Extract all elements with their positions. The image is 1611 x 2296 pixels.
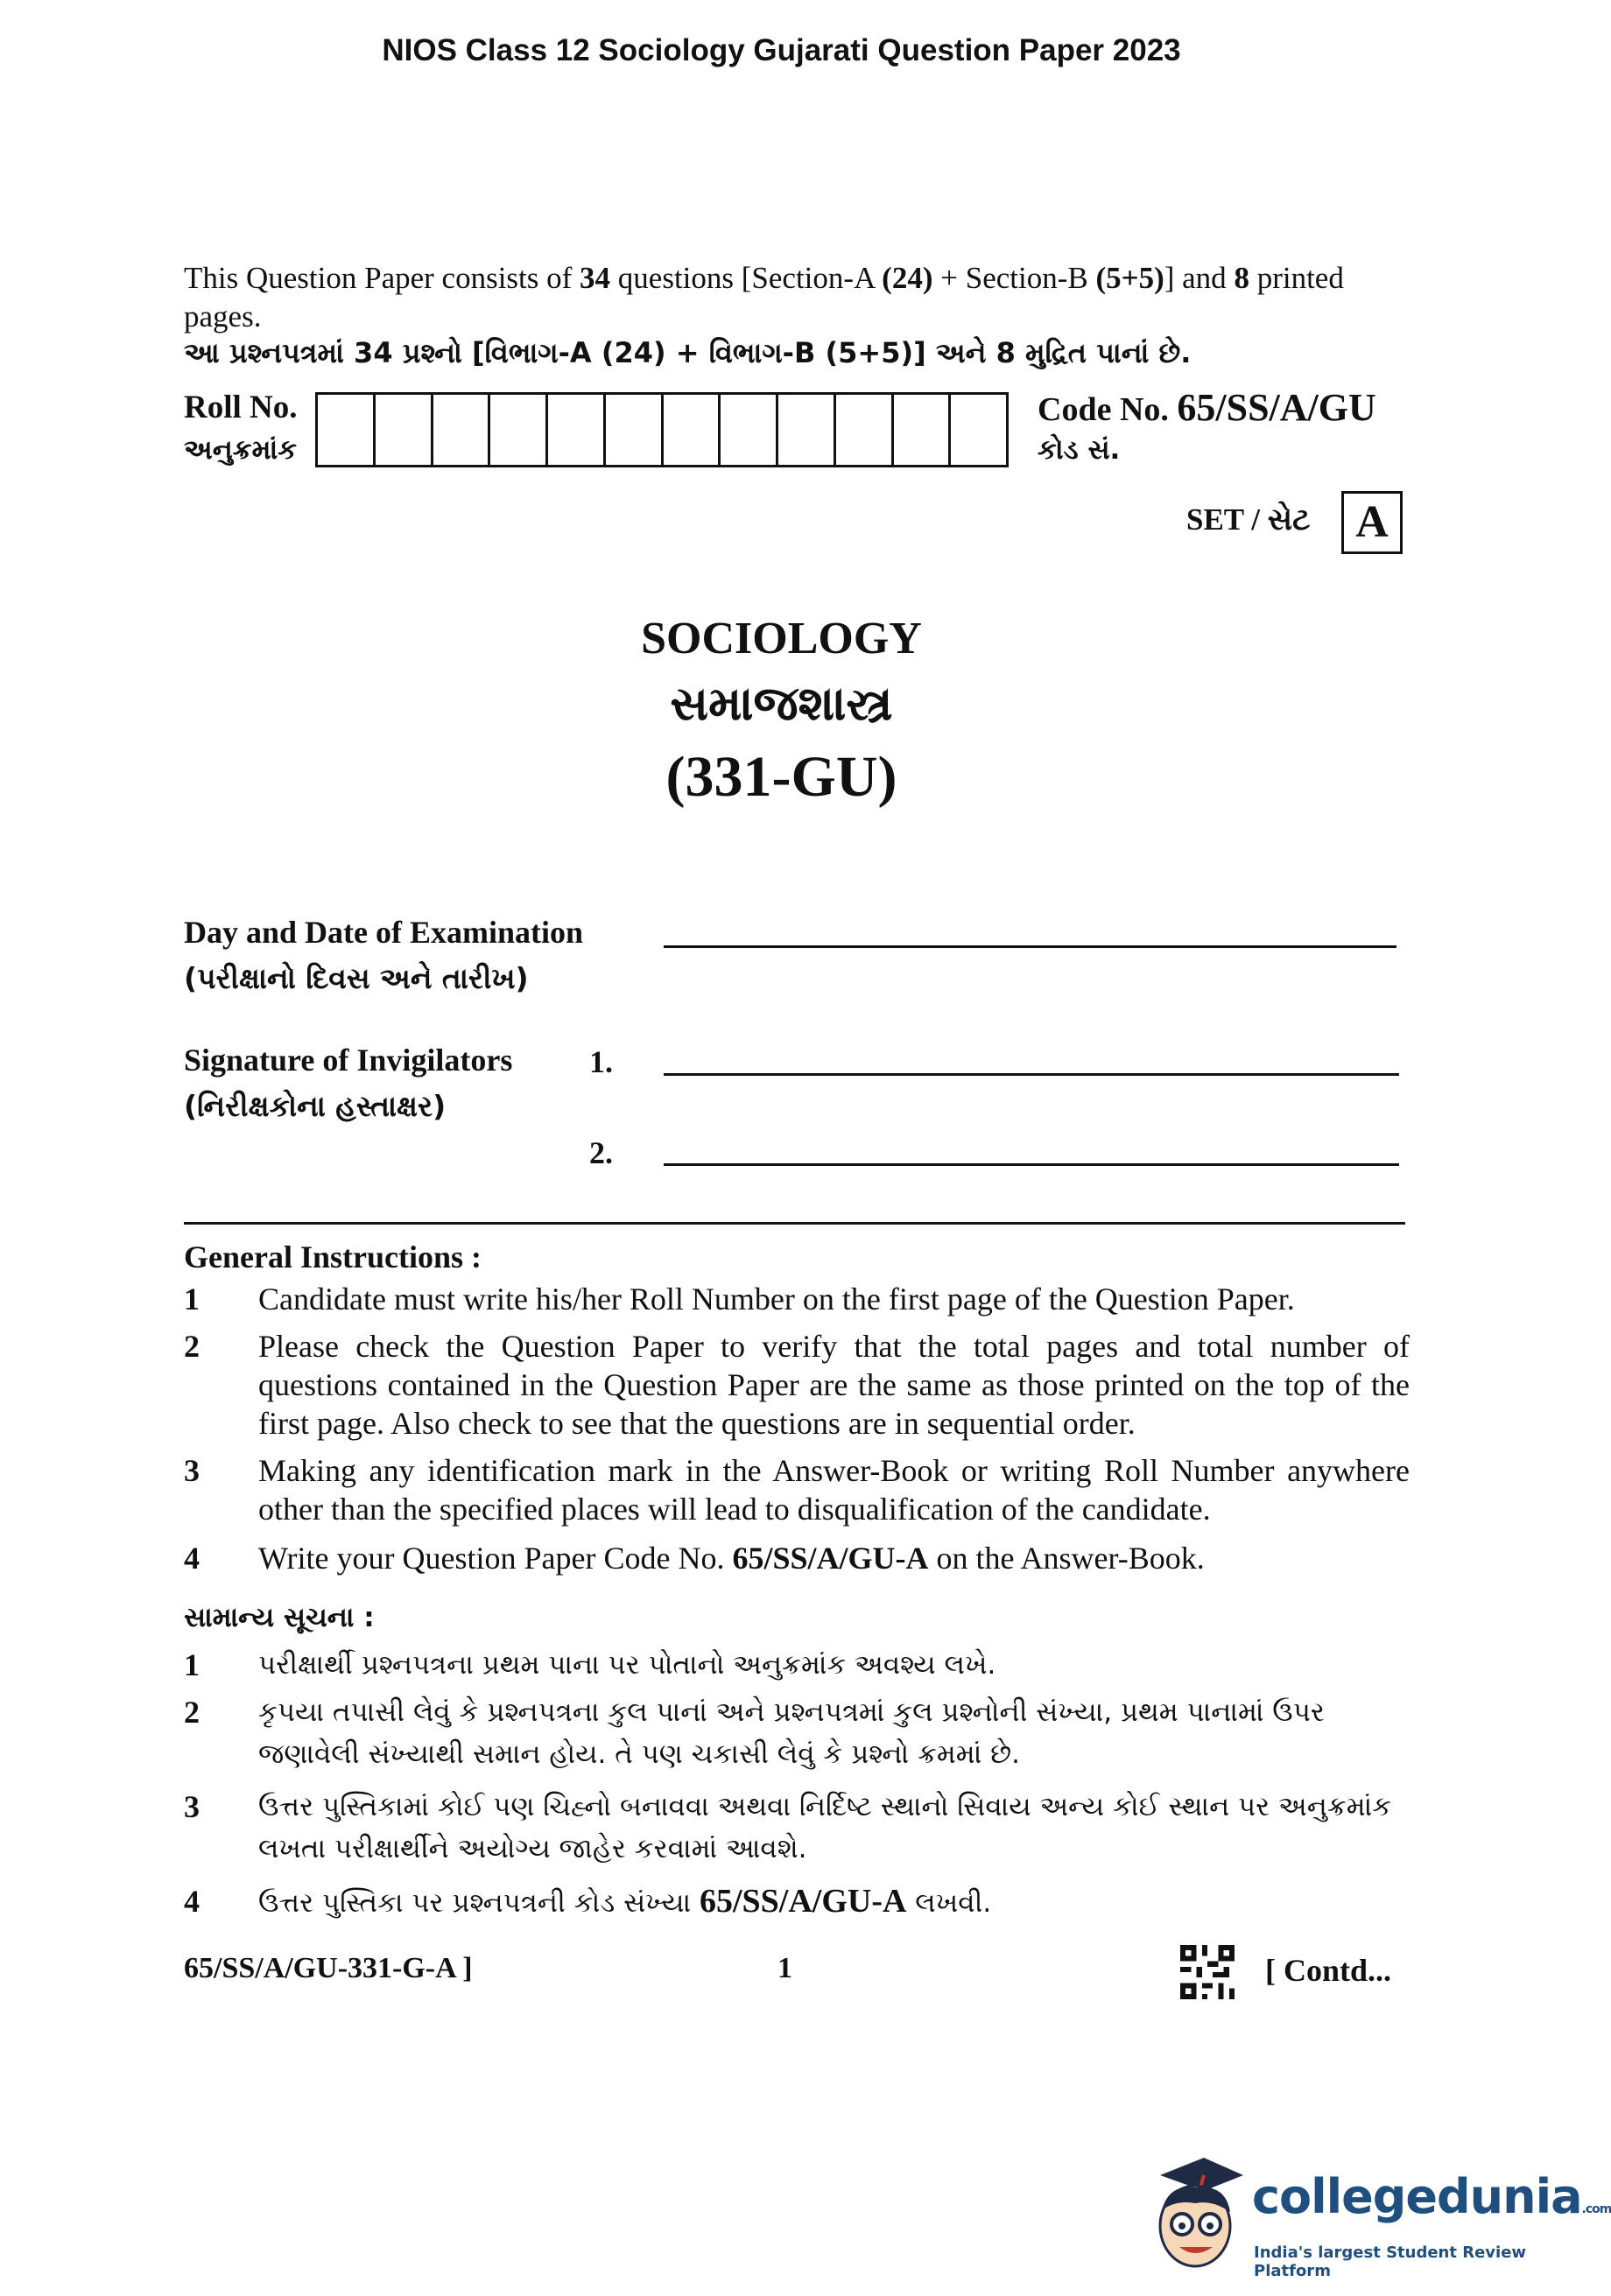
code-no-label-gu: કોડ સં. — [1038, 434, 1121, 466]
code-no-label: Code No. 65/SS/A/GU — [1038, 386, 1376, 429]
roll-box[interactable] — [318, 395, 376, 465]
signature-2-line[interactable] — [664, 1163, 1399, 1166]
subject-code: (331-GU) — [665, 745, 897, 809]
signature-2-number: 2. — [589, 1135, 613, 1170]
roll-box[interactable] — [836, 395, 894, 465]
roll-box[interactable] — [721, 395, 778, 465]
roll-box[interactable] — [548, 395, 606, 465]
roll-box[interactable] — [606, 395, 664, 465]
instruction-item: 4 Write your Question Paper Code No. 65/SS/A/GU-A on the Answer-Book. — [184, 1541, 1205, 1576]
continued-label: [ Contd... — [1265, 1953, 1392, 1988]
collegedunia-logo: collegedunia.com — [1252, 2169, 1611, 2224]
instruction-item: 3 Making any identification mark in the Answer-Book or writing Roll Number anywhere other than the specified places will lead to disqualification of the candidate. — [184, 1453, 1410, 1527]
exam-date-label-gu: (પરીક્ષાનો દિવસ અને તારીખ) — [184, 961, 529, 995]
instruction-item: 1 Candidate must write his/her Roll Number on the first page of the Question Paper. — [184, 1281, 1295, 1317]
subject-title: SOCIOLOGY — [641, 614, 922, 664]
general-instructions-title: General Instructions : — [184, 1239, 482, 1274]
code-no-value: 65/SS/A/GU — [1177, 386, 1376, 429]
page-number: 1 — [777, 1952, 792, 1984]
roll-box[interactable] — [778, 395, 836, 465]
instruction-item: 2 Please check the Question Paper to verify that the total pages and total number of questions contained in the Question Paper are the same as those printed on the top of the first page. Also check to see that the questions are in sequential order. — [184, 1329, 1410, 1441]
general-instructions-title-gu: સામાન્ય સૂચના : — [184, 1602, 375, 1633]
set-value: A — [1341, 491, 1403, 554]
signature-1-line[interactable] — [664, 1073, 1399, 1076]
invigilator-signature-label: Signature of Invigilators — [184, 1043, 513, 1078]
set-label: SET / સેટ — [1186, 502, 1311, 537]
roll-box[interactable] — [433, 395, 491, 465]
answer-book-code-gu: 65/SS/A/GU-A — [699, 1883, 907, 1920]
invigilator-signature-label-gu: (નિરીક્ષકોના હસ્તાક્ષર) — [184, 1089, 447, 1123]
document-title: NIOS Class 12 Sociology Gujarati Question Paper 2023 — [382, 33, 1181, 67]
exam-date-label: Day and Date of Examination — [184, 915, 584, 950]
paper-composition-en: This Question Paper consists of 34 questions [Section-A (24) + Section-B (5+5)] and 8 printed pages. — [184, 261, 1344, 334]
answer-book-code: 65/SS/A/GU-A — [732, 1541, 929, 1576]
instruction-item-gu: 3 ઉત્તર પુસ્તિકામાં કોઈ પણ ચિહ્નો બનાવવા અથવા નિર્દિષ્ટ સ્થાનો સિવાય અન્ય કોઈ સ્થાન પર અનુક્રમાંક લખતા પરીક્ષાર્થીને અયોગ્ય જાહેર કરવામાં આવશે. — [184, 1789, 1392, 1864]
roll-no-label-gu: અનુક્રમાંક — [184, 434, 298, 466]
roll-box[interactable] — [894, 395, 952, 465]
exam-date-line[interactable] — [664, 945, 1396, 948]
roll-box[interactable] — [951, 395, 1006, 465]
signature-1-number: 1. — [589, 1044, 613, 1079]
roll-box[interactable] — [664, 395, 721, 465]
roll-no-label: Roll No. — [184, 390, 298, 425]
collegedunia-mascot-icon — [1143, 2149, 1248, 2280]
instruction-item-gu: 4 ઉત્તર પુસ્તિકા પર પ્રશ્નપત્રની કોડ સંખ્યા 65/SS/A/GU-A લખવી. — [184, 1883, 992, 1920]
instruction-item-gu: 1 પરીક્ષાર્થી પ્રશ્નપત્રના પ્રથમ પાના પર પોતાનો અનુક્રમાંક અવશ્ય લખે. — [184, 1647, 996, 1682]
roll-no-boxes[interactable] — [315, 392, 1009, 467]
collegedunia-tagline: India's largest Student Review Platform — [1254, 2243, 1527, 2280]
paper-composition-gu: આ પ્રશ્નપત્રમાં 34 પ્રશ્નો [વિભાગ-A (24) + વિભાગ-B (5+5)] અને 8 મુદ્રિત પાનાં છે. — [184, 336, 1192, 369]
roll-box[interactable] — [376, 395, 433, 465]
roll-box[interactable] — [490, 395, 548, 465]
footer-paper-code: 65/SS/A/GU-331-G-A ] — [184, 1952, 473, 1984]
subject-title-gu: સમાજશાસ્ત્ર — [670, 676, 893, 731]
instruction-item-gu: 2 કૃપયા તપાસી લેવું કે પ્રશ્નપત્રના કુલ પાનાં અને પ્રશ્નપત્રમાં કુલ પ્રશ્નોની સંખ્યા, પ્રથમ પાનામાં ઉપર જણાવેલી સંખ્યાથી સમાન હોય. તે પણ ચકાસી લેવું કે પ્રશ્નો ક્રમમાં છે. — [184, 1695, 1325, 1770]
section-divider — [184, 1222, 1405, 1225]
qr-code-icon — [1180, 1945, 1235, 1999]
